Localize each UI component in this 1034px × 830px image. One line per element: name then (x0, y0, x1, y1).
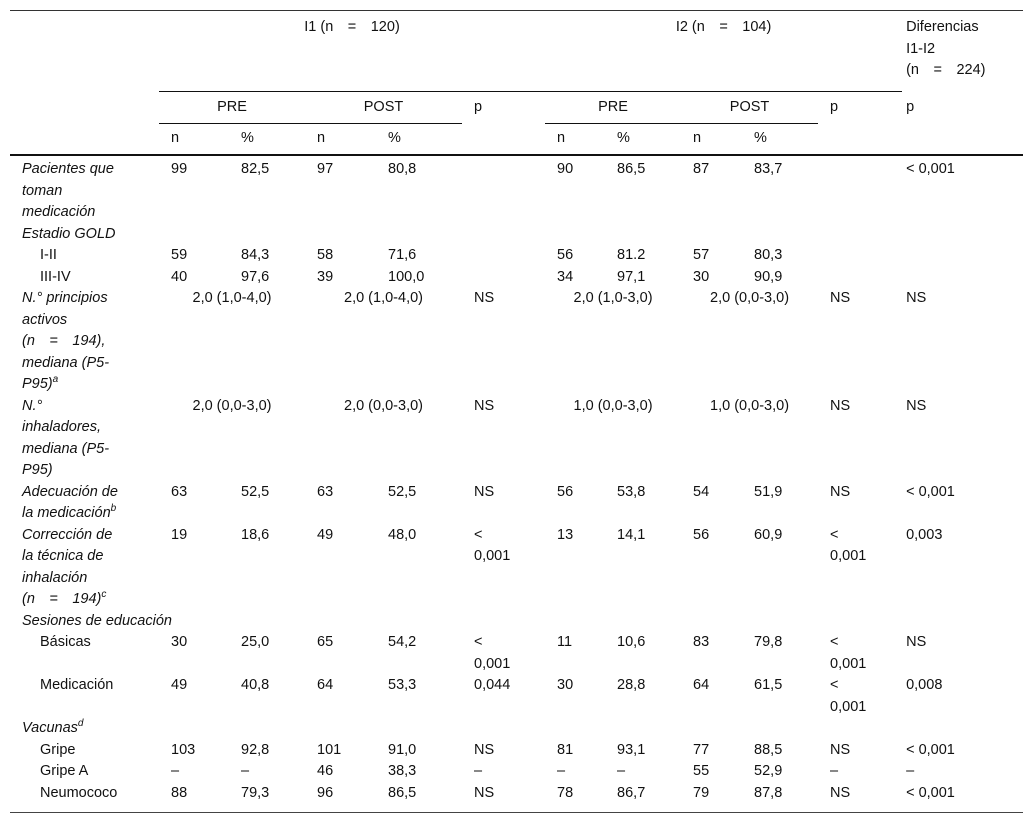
cell (902, 267, 1023, 289)
cell: 56 (693, 526, 710, 543)
cell: 0,008 (906, 677, 943, 693)
empty-cell (462, 123, 545, 155)
cell: 52,9 (754, 763, 783, 779)
row-label-text: (n = 194) (22, 591, 102, 607)
pct-header: % (605, 123, 681, 155)
empty-cell (818, 123, 902, 155)
table-row-inhaladores (10, 396, 1023, 482)
cell: 10,6 (617, 634, 646, 650)
p-header-diff: p (906, 98, 915, 115)
group2-title: I2 (n = 104) (675, 19, 772, 35)
empty-cell (902, 123, 1023, 155)
cell: NS (830, 290, 851, 306)
cell: 86,7 (605, 783, 681, 813)
cell: – (171, 763, 180, 779)
cell: 97,1 (617, 268, 646, 285)
cell (818, 245, 902, 267)
cell: 0,003 (906, 526, 943, 543)
cell: < 0,001 (906, 161, 955, 177)
cell: 64 (693, 677, 710, 693)
cell: 61,5 (754, 677, 783, 693)
row-label: I-II (40, 247, 57, 263)
row-label-line (22, 503, 159, 525)
n-header: n (159, 123, 229, 155)
cell: 63 (317, 483, 334, 500)
cell: 14,1 (617, 526, 646, 543)
cell: 101 (317, 741, 342, 758)
cell: 56 (557, 483, 574, 500)
row-label (10, 482, 159, 525)
cell: 57 (693, 247, 710, 263)
diff-header (902, 11, 1023, 92)
cell: 49 (171, 677, 188, 693)
post-header-2: POST (681, 92, 818, 124)
cell-line: < (474, 526, 483, 543)
cell: 97,6 (241, 268, 270, 285)
cell (462, 632, 545, 675)
cell: 2,0 (0,0-3,0) (344, 397, 423, 414)
cell: 90 (557, 161, 574, 177)
cell: 99 (171, 161, 188, 177)
row-label: Gripe A (40, 763, 89, 779)
pre-header-2: PRE (545, 92, 681, 124)
cell-line: < (830, 526, 839, 543)
row-label: Gripe (40, 741, 76, 758)
cell: 100,0 (388, 268, 425, 285)
cell: 86,5 (617, 161, 646, 177)
diff-header-line3: (n = 224) (906, 62, 986, 78)
cell: 81.2 (617, 247, 646, 263)
row-label-line: Pacientes que (22, 161, 114, 177)
section-label: Estadio GOLD (22, 225, 116, 242)
cell: 80,8 (388, 161, 417, 177)
cell-line: < (830, 677, 839, 693)
row-label-line: mediana (P5- (22, 354, 110, 371)
cell: – (241, 763, 250, 779)
cell: 79,8 (754, 634, 783, 650)
cell: NS (906, 397, 927, 414)
cell: – (617, 763, 626, 779)
cell: 52,5 (241, 483, 270, 500)
row-label-text: la medicación (22, 505, 111, 521)
table-row-gold2 (10, 267, 1023, 289)
empty-cell (10, 123, 159, 155)
cell: 40,8 (241, 677, 270, 693)
cell: NS (474, 483, 495, 500)
section-label-text: Vacunas (22, 720, 78, 736)
table-row-adecuacion (10, 482, 1023, 525)
cell: NS (830, 741, 851, 758)
cell: 19 (171, 526, 188, 543)
cell-line: 0,001 (474, 548, 511, 564)
cell: 93,1 (617, 741, 646, 758)
section-label: Sesiones de educación (22, 612, 172, 629)
row-label-line: mediana (P5- (22, 440, 110, 457)
footnote-marker: c (101, 589, 107, 601)
row-label-line: N.° principios (22, 290, 108, 306)
cell (818, 267, 902, 289)
table-row-medicacion (10, 675, 1023, 718)
cell: < 0,001 (902, 783, 1023, 813)
row-label-line: Corrección de (22, 526, 113, 543)
cell (818, 525, 902, 611)
cell: 82,5 (241, 161, 270, 177)
row-label (10, 396, 159, 482)
cell: 71,6 (388, 247, 417, 263)
row-label-line (22, 374, 159, 396)
pct-header: % (376, 123, 462, 155)
pre-header-1: PRE (159, 92, 305, 124)
cell: 53,3 (388, 677, 417, 693)
row-label-line: (n = 194), (22, 333, 106, 349)
table-row-gripea (10, 761, 1023, 783)
row-label-line: la técnica de (22, 548, 104, 564)
cell: 88,5 (754, 741, 783, 758)
results-table-container (10, 10, 1023, 813)
cell: 96 (305, 783, 376, 813)
cell: 39 (317, 268, 334, 285)
cell: 2,0 (0,0-3,0) (710, 290, 790, 306)
cell: – (557, 763, 566, 779)
diff-header-line1: Diferencias (906, 19, 979, 35)
cell: 83 (693, 634, 710, 650)
cell: NS (830, 483, 851, 500)
cell: 2,0 (1,0-3,0) (573, 290, 653, 306)
header-row-n-pct (10, 123, 1023, 155)
cell: 60,9 (754, 526, 783, 543)
pct-header: % (742, 123, 818, 155)
cell: 55 (693, 763, 710, 779)
cell: 90,9 (754, 268, 783, 285)
cell-line: 0,001 (830, 655, 867, 672)
cell: NS (906, 634, 927, 650)
cell: – (906, 763, 915, 779)
cell: 49 (317, 526, 334, 543)
cell-line: 0,001 (474, 655, 511, 672)
pct-header: % (229, 123, 305, 155)
cell: 54,2 (388, 634, 417, 650)
cell: 51,9 (754, 483, 783, 500)
cell (818, 155, 902, 224)
cell: 13 (557, 526, 574, 543)
cell: 54 (693, 483, 710, 500)
cell: NS (906, 290, 927, 306)
cell: 80,3 (754, 247, 783, 263)
cell: 88 (159, 783, 229, 813)
cell: 48,0 (388, 526, 417, 543)
footnote-marker: d (77, 718, 84, 730)
row-label-line: N.° (22, 397, 43, 414)
footnote-marker: b (110, 503, 117, 515)
cell: 34 (557, 268, 574, 285)
row-label: Básicas (40, 634, 91, 650)
row-label-line: activos (22, 311, 68, 328)
cell: – (474, 763, 483, 779)
cell (462, 155, 545, 224)
cell: < 0,001 (906, 741, 955, 758)
n-header: n (681, 123, 742, 155)
cell: 53,8 (617, 483, 646, 500)
cell (902, 245, 1023, 267)
cell: 2,0 (1,0-4,0) (344, 290, 423, 306)
cell: 25,0 (241, 634, 270, 650)
cell: 58 (317, 247, 334, 263)
table-row-neumococo (10, 783, 1023, 813)
cell: 30 (557, 677, 574, 693)
cell: NS (474, 290, 495, 306)
cell (462, 267, 545, 289)
cell (462, 525, 545, 611)
cell: NS (462, 783, 545, 813)
group1-title: I1 (n = 120) (304, 19, 400, 35)
cell: 2,0 (1,0-4,0) (192, 290, 272, 306)
cell: 87,8 (742, 783, 818, 813)
cell: 63 (171, 483, 188, 500)
cell: 52,5 (388, 483, 417, 500)
group1-header (159, 11, 545, 92)
cell: 38,3 (388, 763, 417, 779)
row-label (10, 525, 159, 611)
cell: < 0,001 (906, 483, 955, 500)
cell: 2,0 (0,0-3,0) (192, 397, 272, 414)
cell: 28,8 (617, 677, 646, 693)
cell: 103 (171, 741, 196, 758)
cell: NS (818, 783, 902, 813)
cell-line: < (474, 634, 483, 650)
cell: 0,044 (474, 677, 511, 693)
row-label: III-IV (40, 268, 71, 285)
cell: 79,3 (229, 783, 305, 813)
results-table (10, 10, 1023, 813)
cell: 83,7 (754, 161, 783, 177)
cell: 92,8 (241, 741, 270, 758)
row-label-text: P95) (22, 376, 53, 392)
row-label: Medicación (40, 677, 114, 693)
cell-line: < (830, 634, 839, 650)
diff-header-line2: I1-I2 (906, 40, 936, 57)
cell: 65 (317, 634, 334, 650)
table-row-gold1 (10, 245, 1023, 267)
header-row-groups (10, 11, 1023, 92)
cell-line: 0,001 (830, 548, 867, 564)
empty-cell (10, 92, 159, 124)
cell: 11 (557, 634, 573, 650)
cell: NS (474, 741, 495, 758)
cell: 40 (171, 268, 188, 285)
cell: 18,6 (241, 526, 270, 543)
cell (462, 245, 545, 267)
cell: 30 (693, 268, 710, 285)
cell: 1,0 (0,0-3,0) (710, 397, 790, 414)
table-row-correccion (10, 525, 1023, 611)
header-row-prepost (10, 92, 1023, 124)
cell: 91,0 (388, 741, 417, 758)
cell: 79 (681, 783, 742, 813)
cell: 30 (171, 634, 188, 650)
empty-corner (10, 11, 159, 92)
cell: 46 (317, 763, 334, 779)
section-label (10, 718, 1023, 740)
row-label-line: P95) (22, 462, 53, 478)
cell: 97 (317, 161, 334, 177)
cell (818, 632, 902, 675)
table-row-gripe (10, 740, 1023, 762)
cell: NS (830, 397, 851, 414)
table-row-gold (10, 224, 1023, 246)
table-row-principios (10, 288, 1023, 396)
cell: 84,3 (241, 247, 270, 263)
cell-line: 0,001 (830, 698, 867, 715)
cell: 59 (171, 247, 188, 263)
cell: 77 (693, 741, 710, 758)
row-label-line: inhaladores, (22, 419, 101, 435)
row-label: Neumococo (10, 783, 159, 813)
n-header: n (305, 123, 376, 155)
cell: 56 (557, 247, 574, 263)
table-row-basicas (10, 632, 1023, 675)
cell: 78 (545, 783, 605, 813)
footnote-marker: a (52, 374, 59, 386)
cell: 64 (317, 677, 334, 693)
group2-header (545, 11, 902, 92)
cell: 86,5 (376, 783, 462, 813)
cell: NS (474, 397, 495, 414)
row-label-line: medicación (22, 204, 96, 220)
table-row-pacientes (10, 155, 1023, 224)
cell (818, 675, 902, 718)
cell: 81 (557, 741, 574, 758)
cell: 87 (693, 161, 710, 177)
row-label-line: toman (22, 182, 63, 199)
p-header-1: p (474, 99, 483, 115)
n-header: n (545, 123, 605, 155)
cell: – (830, 763, 839, 779)
cell: 1,0 (0,0-3,0) (573, 397, 653, 414)
table-row-vacunas (10, 718, 1023, 740)
row-label-line: Adecuación de (22, 483, 118, 500)
post-header-1: POST (305, 92, 462, 124)
table-row-sesiones (10, 611, 1023, 633)
row-label (10, 155, 159, 224)
p-header-2: p (830, 99, 839, 115)
row-label-line (22, 589, 159, 611)
row-label-line: inhalación (22, 569, 88, 586)
row-label (10, 288, 159, 396)
